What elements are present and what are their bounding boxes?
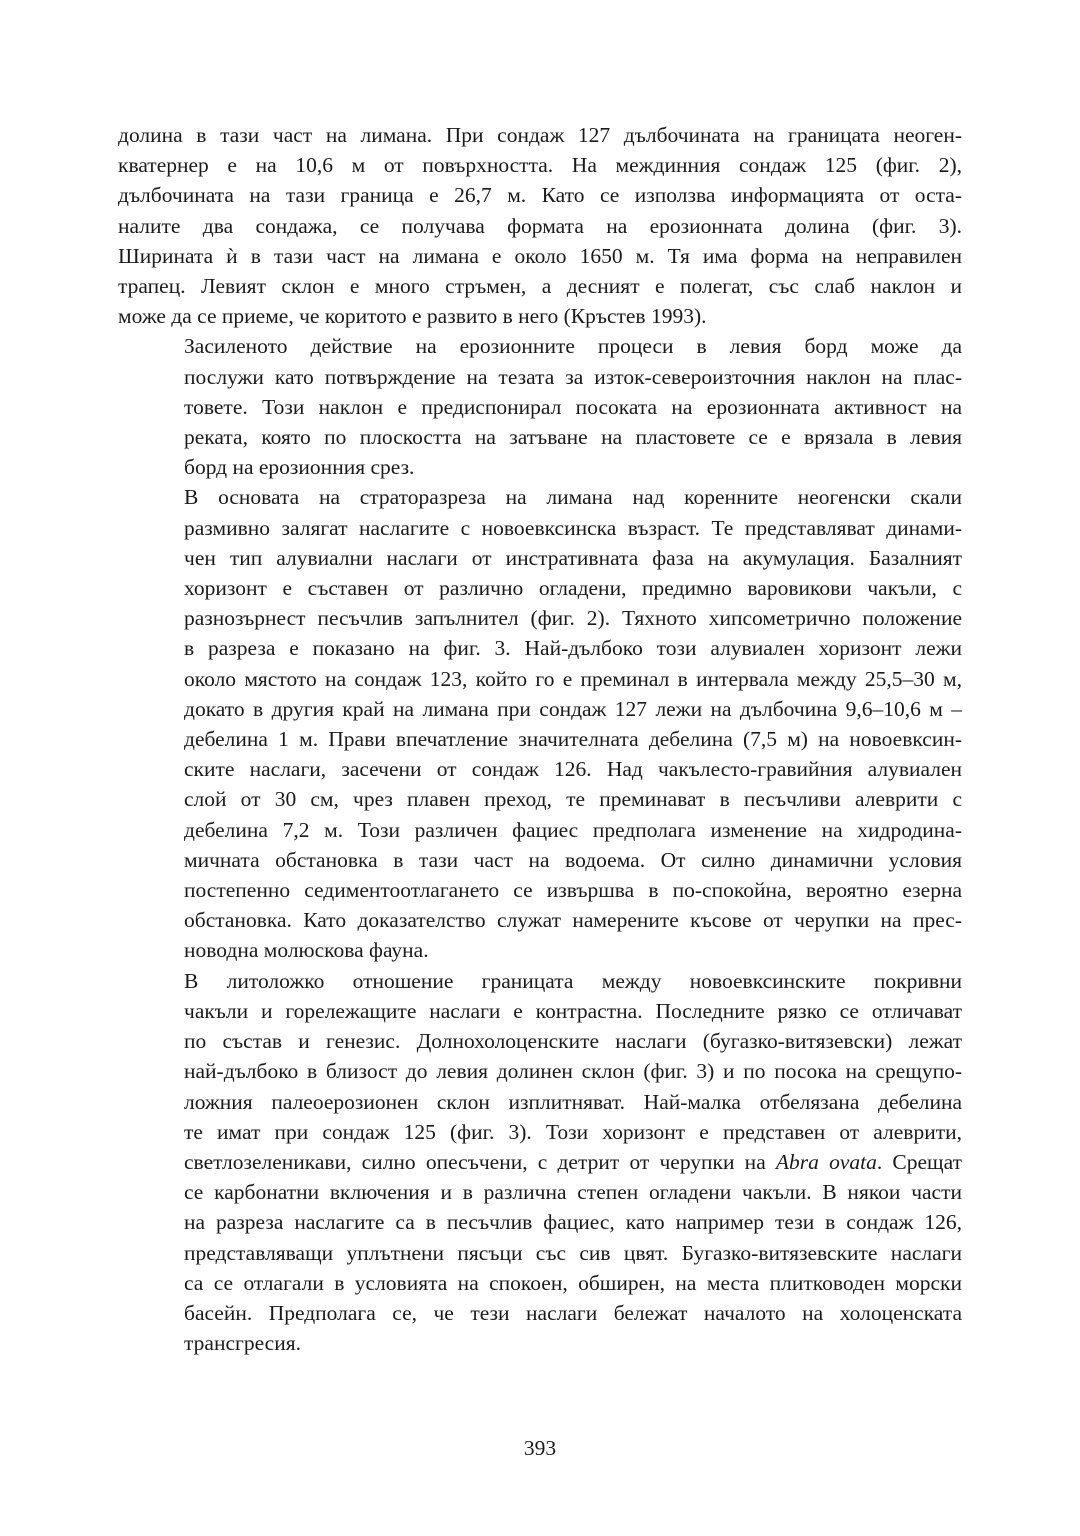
text-line: постепенно седиментоотлагането се извършва в по-спокойна, вероятно езерна [184, 878, 962, 903]
text-line: около мястото на сондаж 123, който го е преминал в интервала между 25,5–30 м, [184, 666, 962, 691]
species-name: Abra ovata [775, 1149, 877, 1174]
text-line: по състав и генезис. Долнохолоценските наслаги (бугазко-витязевски) лежат [184, 1029, 962, 1054]
text-line: дълбочината на тази граница е 26,7 м. Като се използва информацията от оста- [118, 183, 962, 208]
text-line: слой от 30 см, чрез плавен преход, те преминават в песъчливи алеврити с [184, 787, 962, 812]
text-line: новодна молюскова фауна. [184, 938, 429, 963]
text-line: разнозърнест песъчлив запълнител (фиг. 2). Тяхното хипсометрично положение [184, 606, 962, 631]
text-line: Ширината ѝ в тази част на лимана е около 1650 м. Тя има форма на неправилен [118, 243, 962, 268]
paragraph-2 [118, 331, 962, 482]
page-number: 393 [523, 1436, 557, 1460]
text-line: чакъли и горележащите наслаги е контрастна. Последните рязко се отличават [184, 998, 962, 1023]
document-body [118, 120, 962, 1358]
text-line: размивно залягат наслагите с новоевксинска възраст. Те представляват динами- [184, 515, 962, 540]
text-line: долина в тази част на лимана. При сондаж 127 дълбочината на границата неоген- [118, 123, 962, 147]
text-line: трансгресия. [184, 1331, 301, 1356]
text-line: ските наслаги, засечени от сондаж 126. Над чакълесто-гравийния алувиален [184, 757, 962, 782]
text-line: обстановка. Като доказателство служат намерените късове от черупки на прес- [184, 908, 962, 933]
text-line: Засиленото действие на ерозионните процеси в левия борд може да [184, 334, 962, 359]
text-line: ложния палеоерозионен склон изплитняват. Най-малка отбелязана дебелина [184, 1089, 962, 1114]
text-line: реката, която по плоскостта на затъване на пластовете се е врязала в левия [184, 425, 962, 450]
text-line: трапец. Левият склон е много стръмен, а десният е полегат, със слаб наклон и [118, 274, 962, 299]
text-line: дебелина 1 м. Прави впечатление значителната дебелина (7,5 м) на новоевксин- [184, 727, 962, 752]
text-line: се карбонатни включения и в различна степен огладени чакъли. В някои части [184, 1180, 962, 1205]
paragraph-1 [118, 120, 962, 331]
text-line: може да се приеме, че коритото е развито в него (Кръстев 1993). [118, 304, 707, 329]
text-line: представляващи уплътнени пясъци със сив цвят. Бугазко-витязевските наслаги [184, 1240, 962, 1265]
text-line: послужи като потвърждение на тезата за изток-североизточния наклон на плас- [184, 364, 962, 389]
text-line: те имат при сондаж 125 (фиг. 3). Този хоризонт е представен от алеврити, [184, 1119, 962, 1144]
text-line: борд на ерозионния срез. [184, 455, 415, 480]
text-line: кватернер е на 10,6 м от повърхността. На междинния сондаж 125 (фиг. 2), [118, 153, 962, 178]
text-line: В основата на страторазреза на лимана над коренните неогенски скали [184, 485, 962, 510]
text-line: чен тип алувиални наслаги от инстративната фаза на акумулация. Базалният [184, 545, 962, 570]
text-line: най-дълбоко в близост до левия долинен склон (фиг. 3) и по посока на срещупо- [184, 1059, 962, 1084]
text-line: налите два сондажа, се получава формата на ерозионната долина (фиг. 3). [118, 213, 962, 238]
text-line: хоризонт е съставен от различно огладени, предимно варовикови чакъли, с [184, 576, 962, 601]
text-line: светлозеленикави, силно опесъчени, с детрит от черупки на Abra ovata. Срещат [184, 1149, 962, 1174]
text-line: са се отлагали в условията на спокоен, обширен, на места плитководен морски [184, 1270, 962, 1295]
paragraph-4 [118, 966, 962, 1359]
text-line: товете. Този наклон е предиспонирал посоката на ерозионната активност на [184, 394, 962, 419]
text-line: дебелина 7,2 м. Този различен фациес предполага изменение на хидродина- [184, 817, 962, 842]
text-line: мичната обстановка в тази част на водоема. От силно динамични условия [184, 847, 962, 872]
text-line: басейн. Предполага се, че тези наслаги бележат началото на холоценската [184, 1300, 962, 1325]
text-line: на разреза наслагите са в песъчлив фациес, като например тези в сондаж 126, [184, 1210, 962, 1235]
paragraph-3 [118, 482, 962, 965]
text-line: в разреза е показано на фиг. 3. Най-дълбоко този алувиален хоризонт лежи [184, 636, 962, 661]
paragraph-container [118, 120, 962, 1358]
text-line: В литоложко отношение границата между новоевксинските покривни [184, 968, 962, 993]
text-line: докато в другия край на лимана при сондаж 127 лежи на дълбочина 9,6–10,6 м – [184, 696, 962, 721]
